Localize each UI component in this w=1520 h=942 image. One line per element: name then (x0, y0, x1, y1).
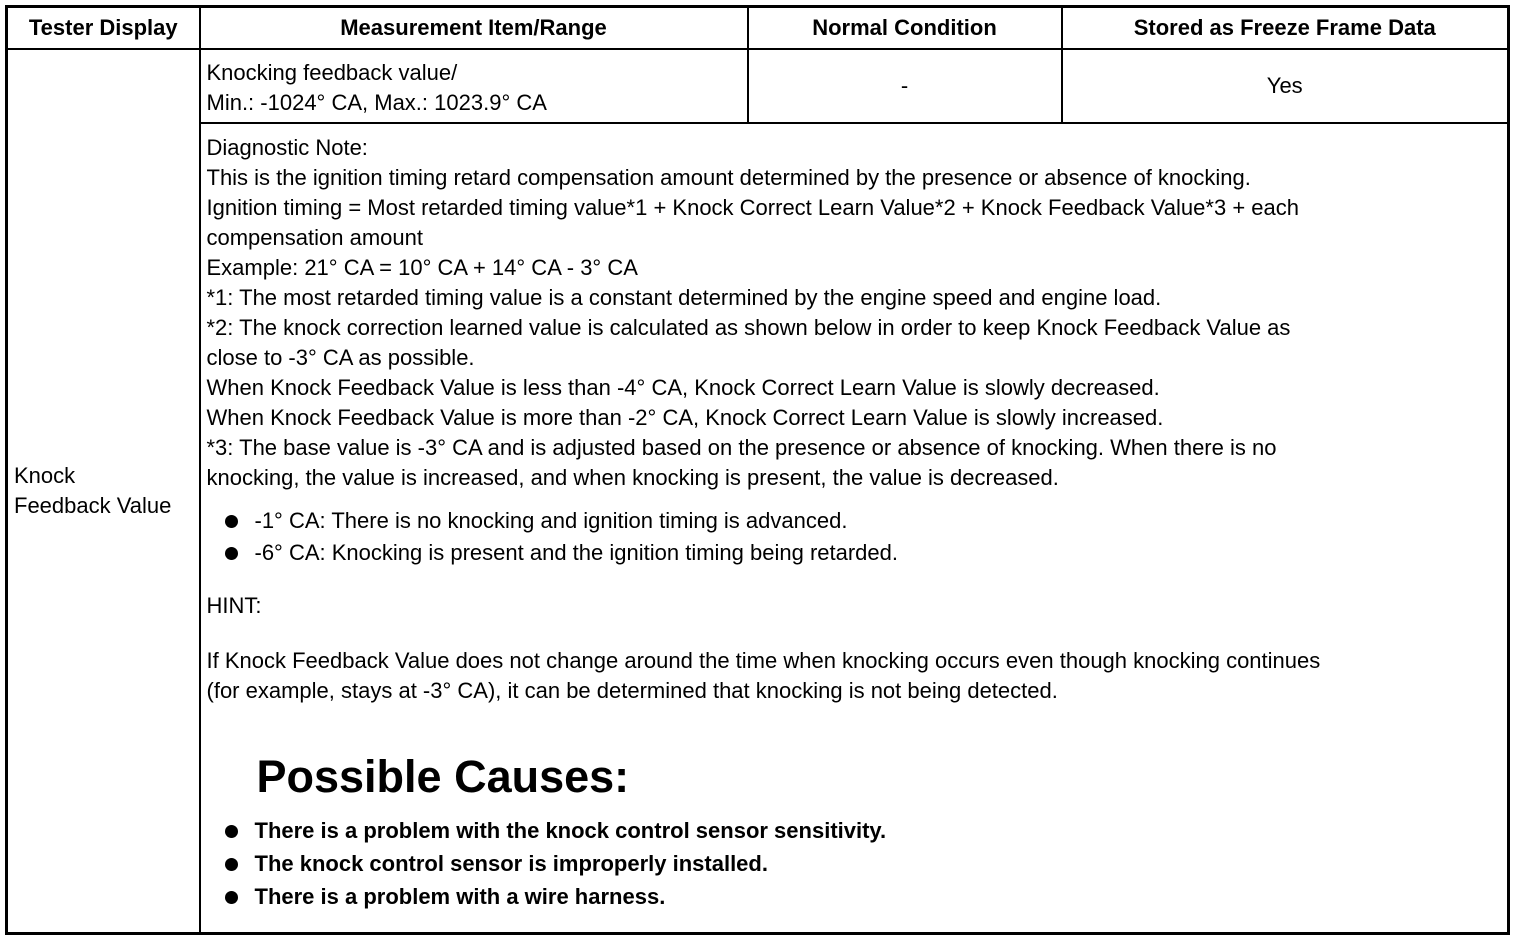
measurement-cell (200, 49, 748, 123)
possible-causes-heading: Possible Causes: (256, 751, 630, 802)
note-line: Diagnostic Note: (206, 135, 368, 160)
bullet-icon (225, 858, 238, 871)
value-bullet-list (207, 505, 1502, 569)
note-line: When Knock Feedback Value is less than -4° CA, Knock Correct Learn Value is slowly decreased. (206, 375, 1160, 400)
note-line: This is the ignition timing retard compensation amount determined by the presence or absence of knocking. (206, 165, 1251, 190)
tester-display-line: Knock (14, 463, 76, 488)
measurement-line: Knocking feedback value/ (206, 60, 458, 85)
cause-text: The knock control sensor is improperly installed. (254, 851, 768, 876)
note-line: *2: The knock correction learned value is calculated as shown below in order to keep Knock Feedback Value as (206, 315, 1291, 340)
bullet-icon (225, 515, 238, 528)
note-line: Ignition timing = Most retarded timing value*1 + Knock Correct Learn Value*2 + Knock Feedback Value*3 + each (206, 195, 1299, 220)
bullet-icon (225, 891, 238, 904)
note-line: compensation amount (206, 225, 423, 250)
list-item (207, 505, 1502, 537)
note-line: When Knock Feedback Value is more than -2° CA, Knock Correct Learn Value is slowly increased. (206, 405, 1164, 430)
table-row (7, 49, 1509, 123)
diagnostic-note-cell (200, 123, 1509, 934)
header-normal-condition: Normal Condition (748, 7, 1062, 50)
note-row (7, 123, 1509, 934)
list-item (207, 537, 1502, 569)
list-item (207, 814, 1502, 847)
note-line: close to -3° CA as possible. (206, 345, 475, 370)
measurement-line: Min.: -1024° CA, Max.: 1023.9° CA (206, 90, 547, 115)
header-row (7, 7, 1509, 50)
hint-line: If Knock Feedback Value does not change around the time when knocking occurs even though knocking continues (206, 648, 1321, 673)
note-line: knocking, the value is increased, and when knocking is present, the value is decreased. (206, 465, 1059, 490)
data-list-table (5, 5, 1510, 935)
note-line: *3: The base value is -3° CA and is adjusted based on the presence or absence of knocking. When there is no (206, 435, 1277, 460)
hint-text (207, 646, 1502, 706)
cause-text: There is a problem with a wire harness. (254, 884, 666, 909)
freeze-frame-cell: Yes (1062, 49, 1509, 123)
list-item (207, 880, 1502, 913)
header-freeze-frame: Stored as Freeze Frame Data (1062, 7, 1509, 50)
cause-text: There is a problem with the knock control sensor sensitivity. (254, 818, 887, 843)
hint-label: HINT: (206, 593, 262, 618)
tester-display-cell (7, 49, 200, 934)
note-line: Example: 21° CA = 10° CA + 14° CA - 3° CA (206, 255, 638, 280)
header-tester-display: Tester Display (7, 7, 200, 50)
note-line: *1: The most retarded timing value is a constant determined by the engine speed and engine load. (206, 285, 1162, 310)
bullet-icon (225, 825, 238, 838)
bullet-icon (225, 547, 238, 560)
header-measurement-item: Measurement Item/Range (200, 7, 748, 50)
bullet-text: -6° CA: Knocking is present and the ignition timing being retarded. (254, 540, 898, 565)
hint-line: (for example, stays at -3° CA), it can be determined that knocking is not being detected. (206, 678, 1058, 703)
possible-causes-list (207, 814, 1502, 913)
list-item (207, 847, 1502, 880)
bullet-text: -1° CA: There is no knocking and ignition timing is advanced. (254, 508, 848, 533)
tester-display-line: Feedback Value (14, 493, 172, 518)
normal-condition-cell: - (748, 49, 1062, 123)
